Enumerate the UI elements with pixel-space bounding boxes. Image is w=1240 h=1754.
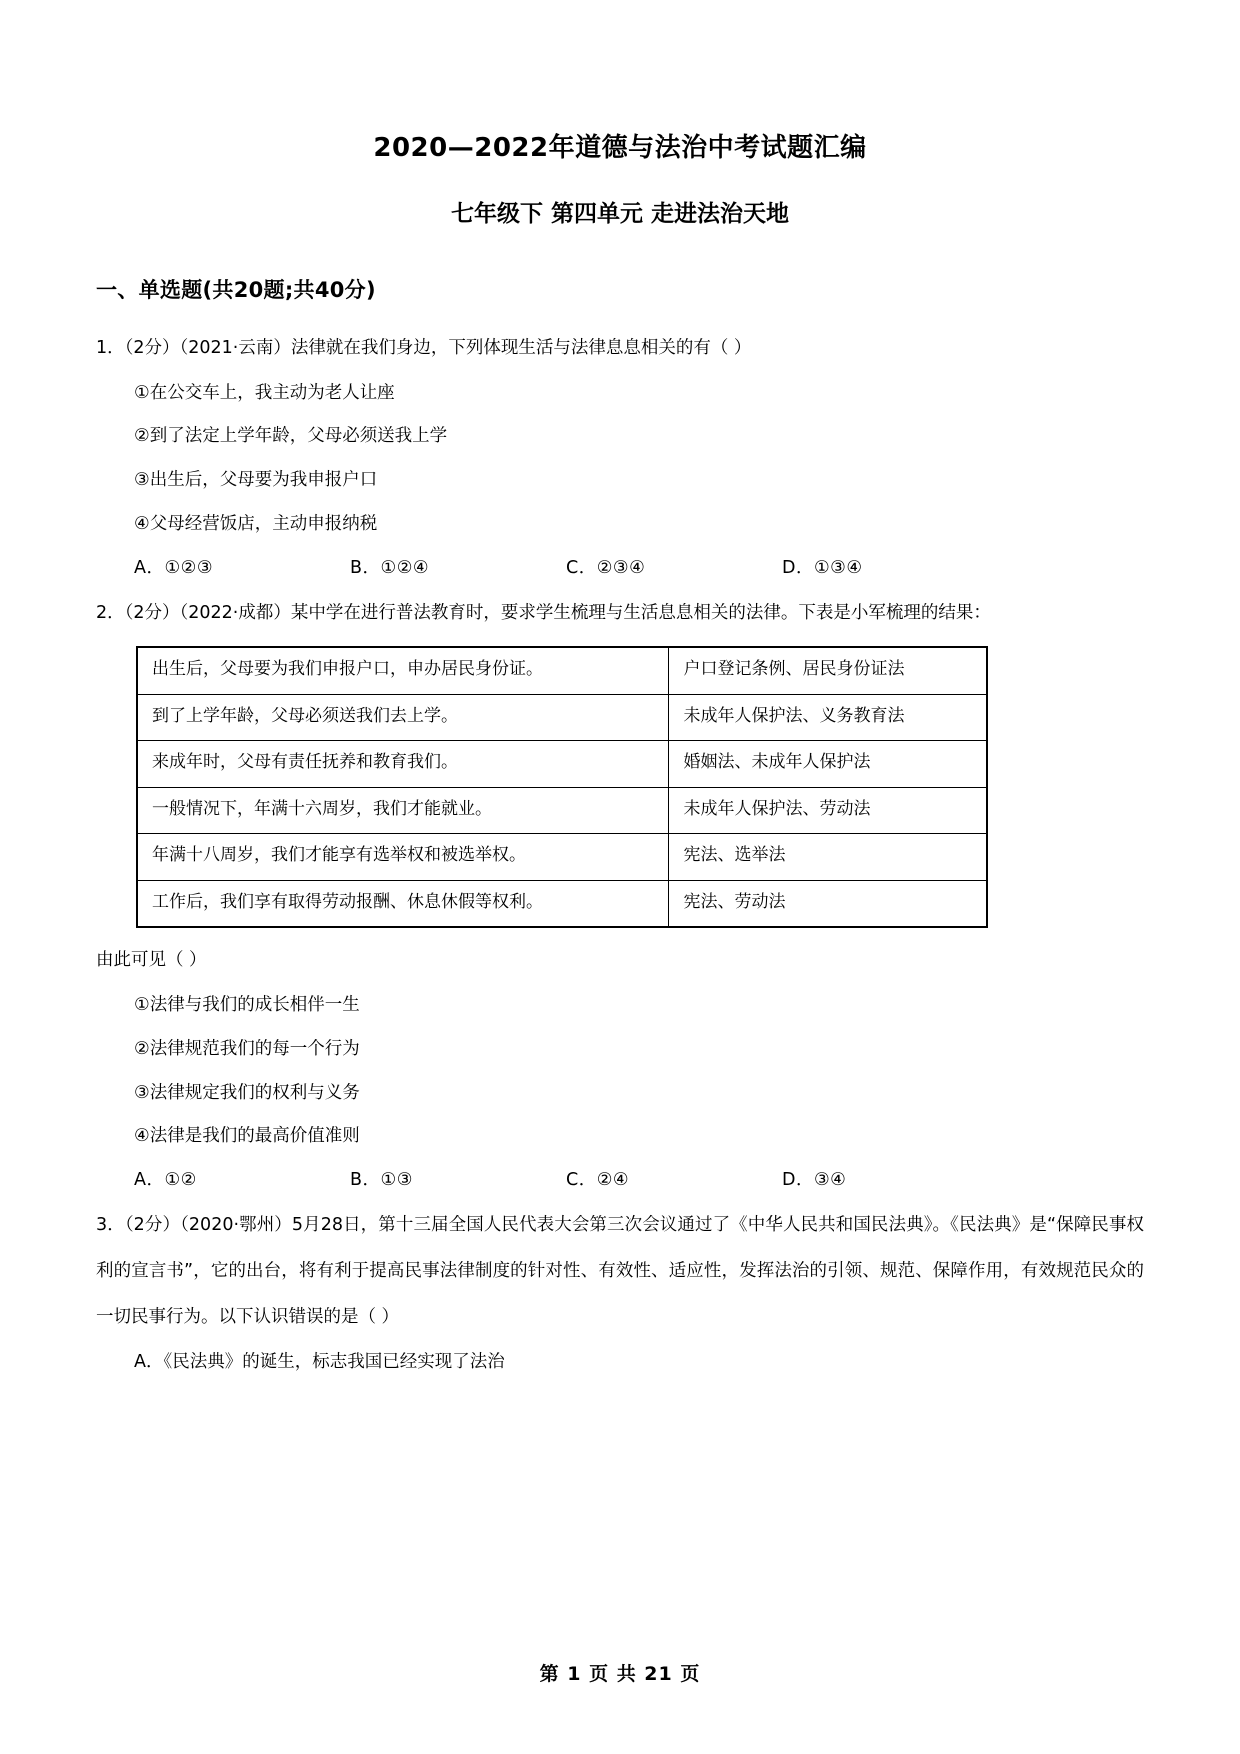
- table-cell-situation: 工作后，我们享有取得劳动报酬、休息休假等权利。: [137, 880, 669, 927]
- question-1: [96, 326, 1144, 589]
- option-c[interactable]: C．②③④: [566, 557, 646, 578]
- table-cell-situation: 来成年时，父母有责任抚养和教育我们。: [137, 741, 669, 788]
- page-title: 2020—2022年道德与法治中考试题汇编: [373, 133, 867, 163]
- table-cell-situation: 到了上学年龄，父母必须送我们去上学。: [137, 694, 669, 741]
- option-d[interactable]: D．①③④: [782, 557, 863, 578]
- table-row: [137, 741, 987, 788]
- question-3-stem: 3．（2分）（2020·鄂州）5月28日，第十三届全国人民代表大会第三次会议通过了《中华人民共和国民法典》。《民法典》是“保障民事权利的宣言书”，它的出台，将有利于提高民事法律制度的针对性、有效性、适应性，发挥法治的引领、规范、保障作用，有效规范民众的一切民事行为。以下认识错误的是（ ）: [96, 1215, 1144, 1327]
- option-b[interactable]: B．①②④: [350, 557, 430, 578]
- table-cell-law: 未成年人保护法、劳动法: [669, 787, 987, 834]
- option-a[interactable]: A．①②: [134, 1170, 197, 1191]
- table-row: [137, 834, 987, 881]
- question-2-options: [96, 1159, 1144, 1201]
- table-row: [137, 647, 987, 694]
- list-item: ①在公交车上，我主动为老人让座: [134, 382, 395, 403]
- table-row: [137, 787, 987, 834]
- question-2: [96, 591, 1144, 1202]
- question-3: [96, 1203, 1144, 1384]
- list-item: ②法律规范我们的每一个行为: [134, 1038, 360, 1059]
- option-b[interactable]: B．①③: [350, 1170, 413, 1191]
- table-cell-law: 宪法、劳动法: [669, 880, 987, 927]
- list-item: ①法律与我们的成长相伴一生: [134, 995, 360, 1016]
- table-cell-law: 婚姻法、未成年人保护法: [669, 741, 987, 788]
- list-item: ②到了法定上学年龄，父母必须送我上学: [134, 426, 448, 447]
- list-item: ④父母经营饭店，主动申报纳税: [134, 513, 378, 534]
- table-cell-law: 宪法、选举法: [669, 834, 987, 881]
- table-row: [137, 694, 987, 741]
- page-subtitle: 七年级下 第四单元 走进法治天地: [450, 200, 789, 227]
- table-cell-situation: 年满十八周岁，我们才能享有选举权和被选举权。: [137, 834, 669, 881]
- table-row: [137, 880, 987, 927]
- table-cell-law: 未成年人保护法、义务教育法: [669, 694, 987, 741]
- table-cell-law: 户口登记条例、居民身份证法: [669, 647, 987, 694]
- question-1-statements: [96, 372, 1144, 547]
- question-2-statements: [96, 984, 1144, 1159]
- option-c[interactable]: C．②④: [566, 1170, 630, 1191]
- list-item: ③法律规定我们的权利与义务: [134, 1082, 360, 1103]
- option-a[interactable]: A．①②③: [134, 557, 214, 578]
- table-cell-situation: 一般情况下，年满十六周岁，我们才能就业。: [137, 787, 669, 834]
- list-item: ④法律是我们的最高价值准则: [134, 1126, 360, 1147]
- question-2-stem: 2．（2分）（2022·成都）某中学在进行普法教育时，要求学生梳理与生活息息相关的法律。下表是小军梳理的结果：: [96, 602, 991, 623]
- table-cell-situation: 出生后，父母要为我们申报户口，申办居民身份证。: [137, 647, 669, 694]
- question-2-lead: 由此可见（ ）: [96, 950, 207, 971]
- option-a[interactable]: A．《民法典》的诞生，标志我国已经实现了法治: [134, 1351, 505, 1372]
- list-item: ③出生后，父母要为我申报户口: [134, 470, 378, 491]
- question-3-options: [96, 1341, 1144, 1385]
- section-heading: 一、单选题(共20题;共40分): [96, 277, 376, 302]
- question-1-options: [96, 547, 1144, 589]
- page-footer: 第 1 页 共 21 页: [539, 1663, 701, 1685]
- question-1-stem: 1．（2分）（2021·云南）法律就在我们身边，下列体现生活与法律息息相关的有（ ）: [96, 337, 752, 358]
- law-table: [136, 646, 988, 928]
- option-d[interactable]: D．③④: [782, 1170, 847, 1191]
